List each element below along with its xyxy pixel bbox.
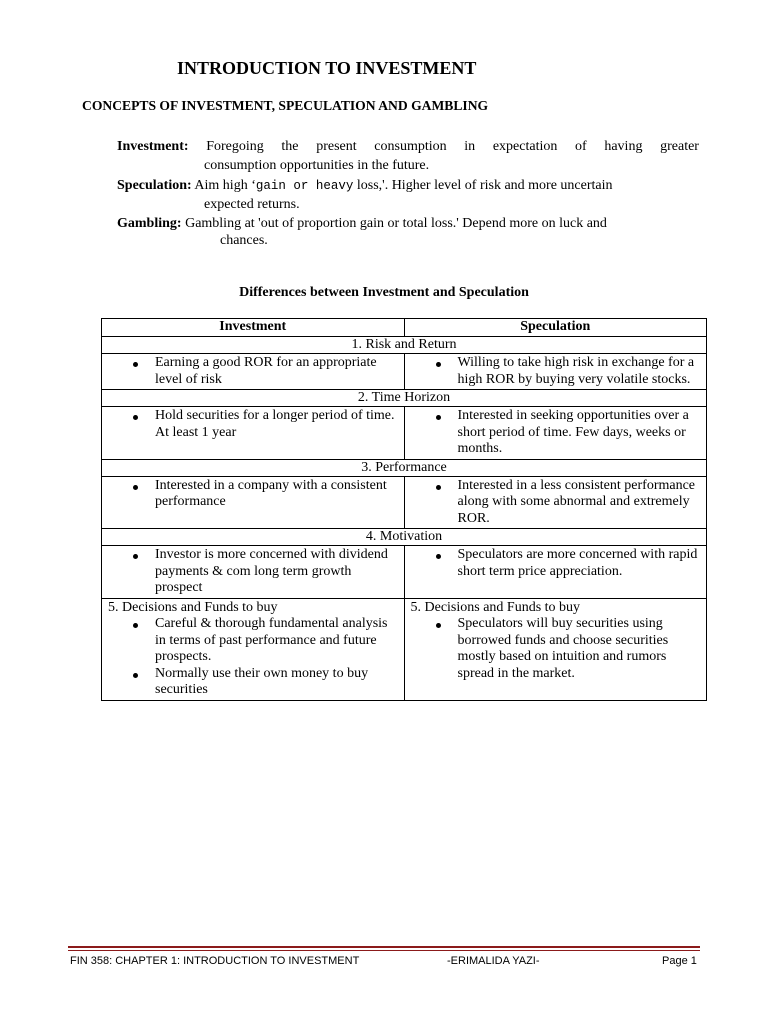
list-item: Earning a good ROR for an appropriate level of risk (102, 355, 404, 388)
footer-page-number: Page 1 (662, 955, 697, 967)
investment-definition-line2: consumption opportunities in the future. (204, 158, 430, 173)
speculation-cell (404, 598, 707, 700)
speculation-cell (404, 546, 707, 599)
speculation-mono-text: gain or heavy (255, 179, 354, 193)
speculation-definition-line1 (117, 176, 613, 197)
gambling-term: Gambling: (117, 216, 182, 231)
investment-word: the (281, 139, 299, 154)
investment-word: present (316, 139, 357, 154)
list-item: Speculators will buy securities using borrowed funds and choose securities mostly based on intuition and rumors spread in the market. (405, 616, 707, 682)
gambling-text: Gambling at 'out of proportion gain or total loss.' Depend more on luck and (181, 216, 607, 231)
list-item: Speculators are more concerned with rapid short term price appreciation. (405, 547, 707, 580)
investment-column-header: Investment (102, 319, 405, 337)
table-title: Differences between Investment and Speculation (239, 285, 529, 300)
list-item: Normally use their own money to buy securities (102, 666, 404, 699)
section-row (102, 459, 707, 476)
section-row (102, 529, 707, 546)
section-row (102, 337, 707, 354)
speculation-term: Speculation: (117, 178, 192, 193)
list-item: Interested in a less consistent performance along with some abnormal and extremely ROR. (405, 478, 707, 528)
speculation-cell (404, 354, 707, 390)
table-row (102, 407, 707, 460)
document-title: INTRODUCTION TO INVESTMENT (177, 58, 477, 78)
investment-word: of (575, 139, 587, 154)
cell-heading: 5. Decisions and Funds to buy (108, 599, 278, 615)
investment-word: Foregoing (206, 139, 264, 154)
speculation-definition-line2: expected returns. (204, 197, 300, 212)
investment-definition-line1 (117, 137, 699, 157)
investment-word: consumption (374, 139, 447, 154)
investment-word: having (604, 139, 643, 154)
speculation-column-header: Speculation (404, 319, 707, 337)
investment-cell (102, 354, 405, 390)
investment-cell (102, 476, 405, 529)
table-row (102, 546, 707, 599)
table-row (102, 598, 707, 700)
list-item: Interested in seeking opportunities over a short period of time. Few days, weeks or months. (405, 408, 707, 458)
section-label: 3. Performance (102, 459, 707, 476)
speculation-text-a: Aim high ‘ (191, 178, 256, 193)
investment-word: greater (660, 139, 699, 154)
section-row (102, 390, 707, 407)
footer-rule-thin (68, 950, 700, 951)
gambling-definition-line1 (117, 214, 607, 234)
investment-cell (102, 598, 405, 700)
investment-cell (102, 546, 405, 599)
list-item: Willing to take high risk in exchange for a high ROR by buying very volatile stocks. (405, 355, 707, 388)
footer-rule (68, 946, 700, 948)
speculation-cell (404, 476, 707, 529)
section-label: 4. Motivation (102, 529, 707, 546)
gambling-definition-line2: chances. (220, 233, 268, 248)
footer-author: -ERIMALIDA YAZI- (447, 955, 540, 967)
cell-heading: 5. Decisions and Funds to buy (410, 599, 581, 615)
list-item: Hold securities for a longer period of time. At least 1 year (102, 408, 404, 441)
table-header-row (102, 319, 707, 337)
investment-cell (102, 407, 405, 460)
section-heading: CONCEPTS OF INVESTMENT, SPECULATION AND GAMBLING (82, 98, 489, 113)
investment-term: Investment: (117, 139, 189, 154)
footer-course-label: FIN 358: CHAPTER 1: INTRODUCTION TO INVESTMENT (70, 955, 360, 967)
investment-word: in (464, 139, 476, 154)
table-row (102, 476, 707, 529)
list-item: Interested in a company with a consistent performance (102, 478, 404, 511)
comparison-table (101, 318, 707, 701)
section-label: 1. Risk and Return (102, 337, 707, 354)
speculation-text-b: loss,'. Higher level of risk and more uncertain (353, 178, 613, 193)
table-row (102, 354, 707, 390)
speculation-cell (404, 407, 707, 460)
list-item: Careful & thorough fundamental analysis in terms of past performance and future prospects. (102, 616, 404, 666)
list-item: Investor is more concerned with dividend payments & com long term growth prospect (102, 547, 404, 597)
investment-word: expectation (492, 139, 558, 154)
section-label: 2. Time Horizon (102, 390, 707, 407)
